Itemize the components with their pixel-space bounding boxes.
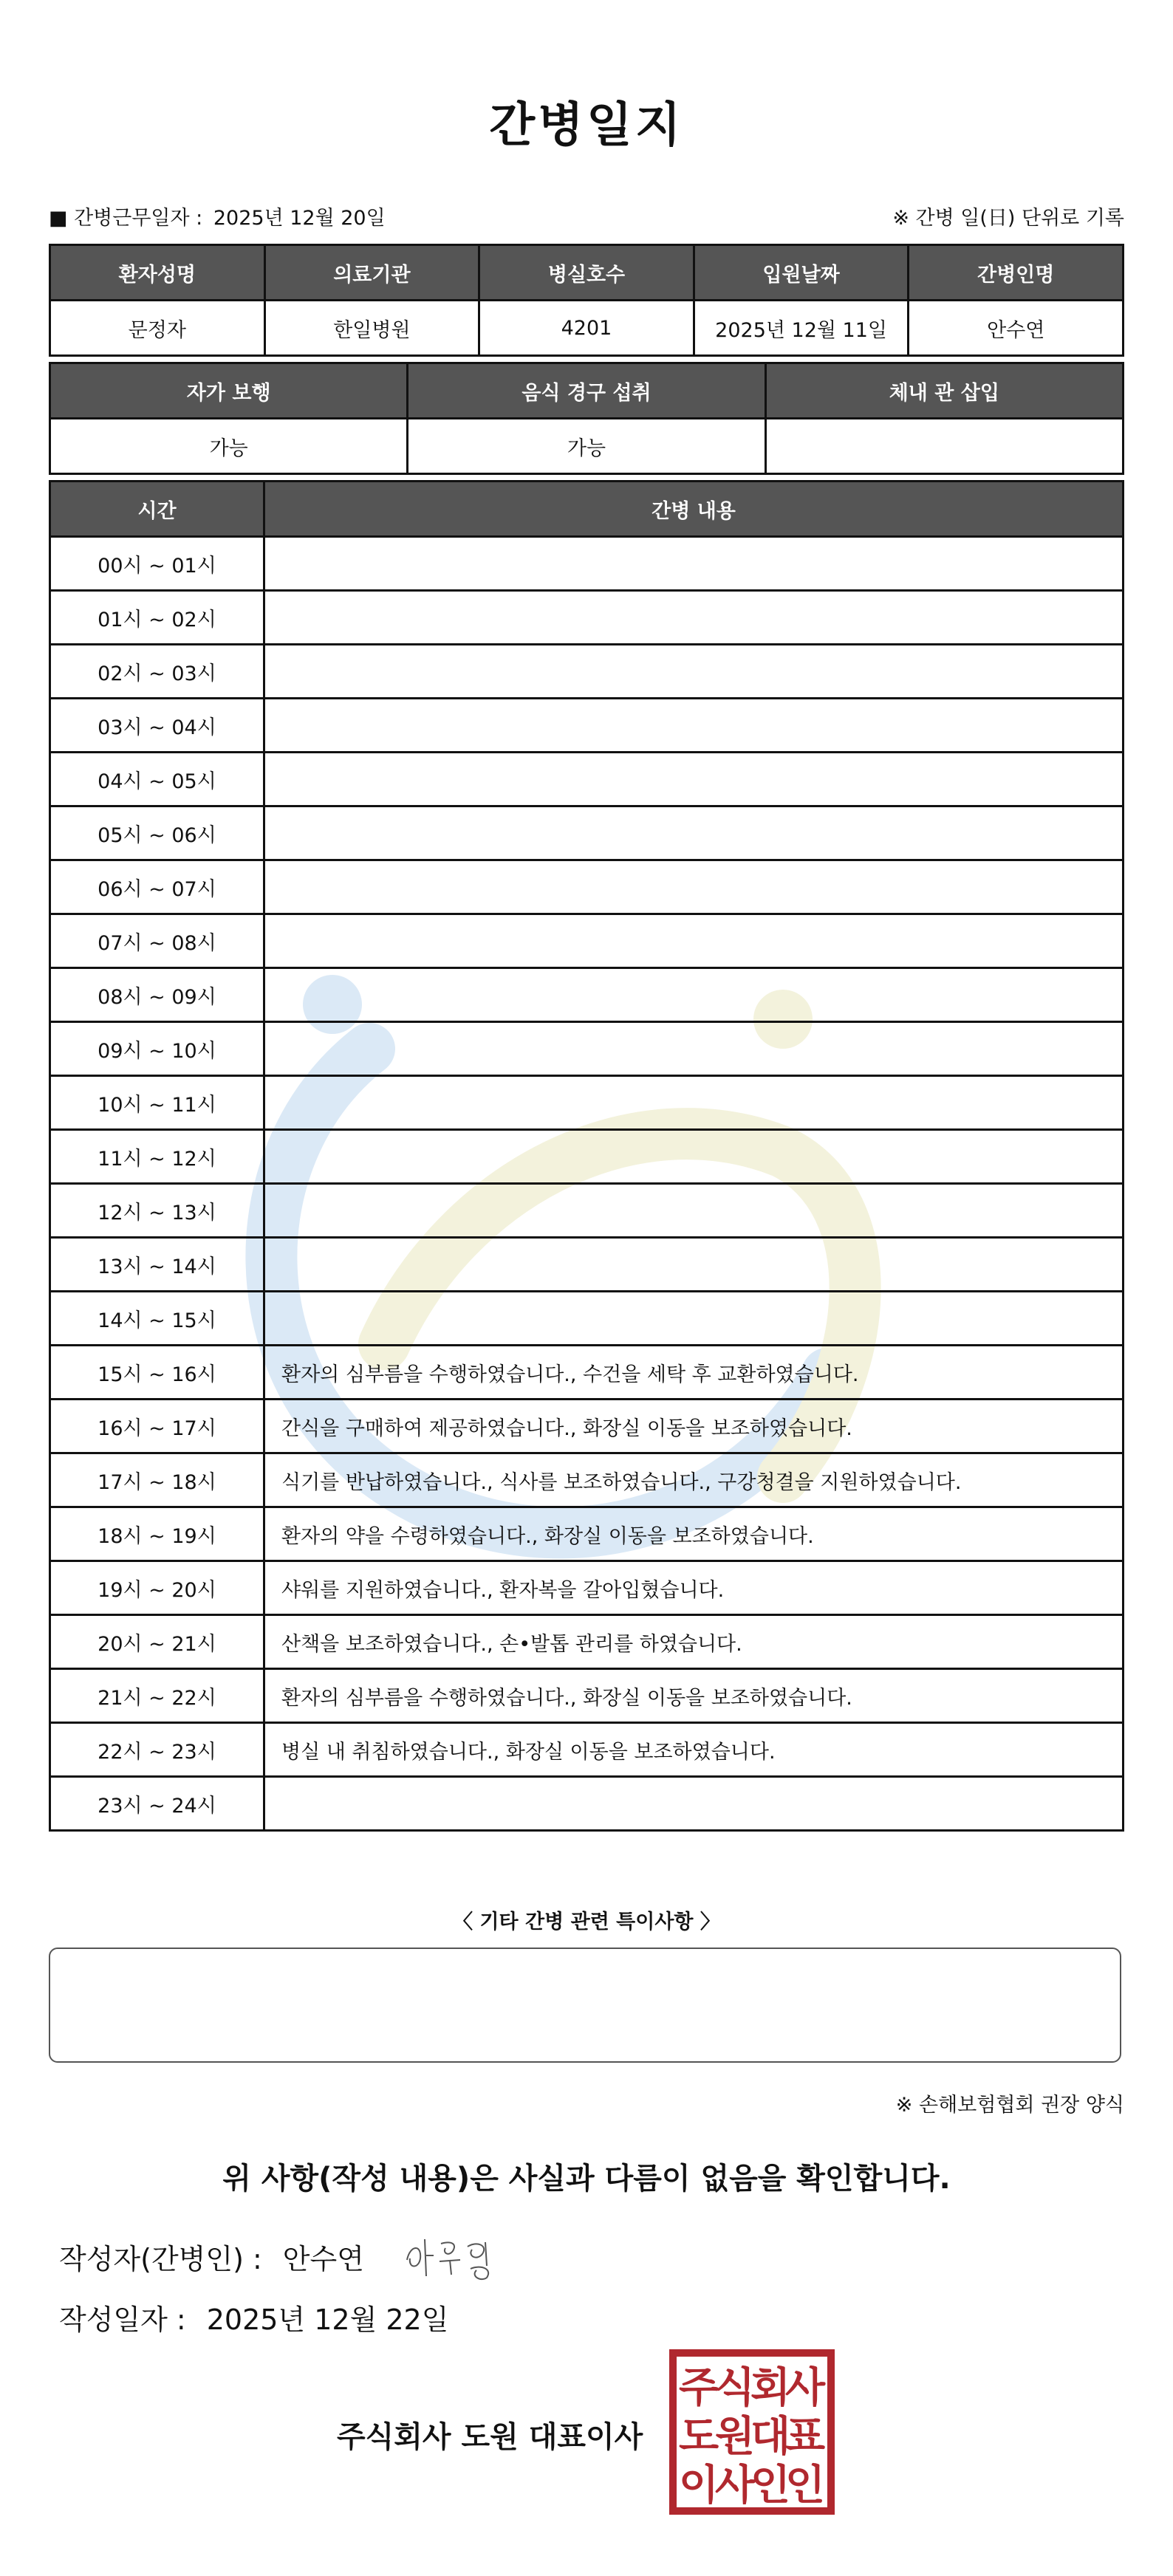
admission-date: 2025년 12월 11일 — [694, 301, 909, 356]
svg-text:사: 사 — [784, 2364, 826, 2412]
svg-text:사: 사 — [714, 2462, 756, 2510]
oral-intake: 가능 — [408, 419, 765, 474]
table-row — [50, 1615, 1124, 1669]
table-row — [50, 1723, 1124, 1777]
content-cell: 식기를 반납하였습니다., 식사를 보조하였습니다., 구강청결을 지원하였습니다. — [264, 1453, 1124, 1507]
svg-text:인: 인 — [784, 2462, 826, 2510]
time-cell: 06시 ~ 07시 — [50, 860, 264, 914]
table-row — [50, 1777, 1124, 1831]
remarks-box — [49, 1948, 1121, 2063]
hospital: 한일병원 — [264, 301, 479, 356]
table-row — [50, 1292, 1124, 1346]
time-cell: 11시 ~ 12시 — [50, 1130, 264, 1184]
content-cell — [264, 1184, 1124, 1238]
time-cell: 14시 ~ 15시 — [50, 1292, 264, 1346]
time-cell: 13시 ~ 14시 — [50, 1238, 264, 1292]
table-row — [50, 1238, 1124, 1292]
content-cell — [264, 753, 1124, 806]
header-admission-date: 입원날짜 — [694, 245, 909, 301]
header-self-walking: 자가 보행 — [50, 363, 408, 419]
content-cell — [264, 1292, 1124, 1346]
header-time: 시간 — [50, 482, 264, 537]
header-room-number: 병실호수 — [479, 245, 694, 301]
written-date-value: 2025년 12월 22일 — [206, 2303, 449, 2336]
page-title: 간병일지 — [489, 98, 684, 153]
header-care-content: 간병 내용 — [264, 482, 1124, 537]
written-date-line — [59, 2297, 448, 2337]
self-walking: 가능 — [50, 419, 408, 474]
content-cell — [264, 914, 1124, 968]
content-cell: 산책을 보조하였습니다., 손•발톱 관리를 하였습니다. — [264, 1615, 1124, 1669]
content-cell — [264, 1076, 1124, 1130]
header-oral-intake: 음식 경구 섭취 — [408, 363, 765, 419]
unit-note: ※ 간병 일(日) 단위로 기록 — [892, 206, 1124, 230]
table-row — [50, 1561, 1124, 1615]
svg-text:회: 회 — [750, 2364, 791, 2412]
content-cell — [264, 1238, 1124, 1292]
time-cell: 23시 ~ 24시 — [50, 1777, 264, 1831]
content-cell — [264, 1777, 1124, 1831]
room-number: 4201 — [479, 301, 694, 356]
table-row — [50, 1453, 1124, 1507]
time-cell: 07시 ~ 08시 — [50, 914, 264, 968]
content-cell — [264, 1130, 1124, 1184]
author-label: 작성자(간병인) : — [59, 2242, 262, 2275]
table-row — [50, 1022, 1124, 1076]
time-cell: 03시 ~ 04시 — [50, 699, 264, 753]
table-row — [50, 645, 1124, 699]
table-row — [50, 1346, 1124, 1400]
written-date-label: 작성일자 : — [59, 2303, 186, 2336]
time-cell: 20시 ~ 21시 — [50, 1615, 264, 1669]
table-row — [50, 591, 1124, 645]
content-cell — [264, 968, 1124, 1022]
content-cell: 환자의 심부름을 수행하였습니다., 수건을 세탁 후 교환하였습니다. — [264, 1346, 1124, 1400]
time-cell: 17시 ~ 18시 — [50, 1453, 264, 1507]
handwritten-signature — [400, 2230, 510, 2282]
table-row — [50, 753, 1124, 806]
time-cell: 08시 ~ 09시 — [50, 968, 264, 1022]
time-cell: 10시 ~ 11시 — [50, 1076, 264, 1130]
time-cell: 16시 ~ 17시 — [50, 1400, 264, 1453]
content-cell: 간식을 구매하여 제공하였습니다., 화장실 이동을 보조하였습니다. — [264, 1400, 1124, 1453]
work-date-label: ■ 간병근무일자 : — [49, 206, 203, 230]
svg-text:인: 인 — [750, 2462, 791, 2510]
svg-text:식: 식 — [714, 2364, 756, 2412]
patient-name: 문정자 — [50, 301, 265, 356]
time-cell: 02시 ~ 03시 — [50, 645, 264, 699]
svg-text:주: 주 — [678, 2364, 719, 2412]
header-hospital: 의료기관 — [264, 245, 479, 301]
company-seal — [668, 2349, 835, 2515]
confirmation-statement: 위 사항(작성 내용)은 사실과 다름이 없음을 확인합니다. — [222, 2162, 951, 2196]
content-cell: 병실 내 취침하였습니다., 화장실 이동을 보조하였습니다. — [264, 1723, 1124, 1777]
patient-status-table — [49, 362, 1124, 475]
table-row — [50, 860, 1124, 914]
time-cell: 22시 ~ 23시 — [50, 1723, 264, 1777]
header-tube-insertion: 체내 관 삽입 — [765, 363, 1123, 419]
table-row — [50, 537, 1124, 591]
form-note: ※ 손해보험협회 권장 양식 — [895, 2094, 1124, 2117]
caregiver-name: 안수연 — [909, 301, 1124, 356]
header-patient-name: 환자성명 — [50, 245, 265, 301]
table-row — [50, 1669, 1124, 1723]
work-date-value: 2025년 12월 20일 — [213, 206, 386, 230]
content-cell: 환자의 약을 수령하였습니다., 화장실 이동을 보조하였습니다. — [264, 1507, 1124, 1561]
content-cell: 환자의 심부름을 수행하였습니다., 화장실 이동을 보조하였습니다. — [264, 1669, 1124, 1723]
content-cell — [264, 1022, 1124, 1076]
svg-text:표: 표 — [784, 2413, 826, 2461]
care-log-table — [49, 480, 1124, 1832]
content-cell — [264, 806, 1124, 860]
svg-text:대: 대 — [750, 2413, 791, 2461]
time-cell: 09시 ~ 10시 — [50, 1022, 264, 1076]
header-caregiver-name: 간병인명 — [909, 245, 1124, 301]
content-cell — [264, 699, 1124, 753]
table-row — [50, 1400, 1124, 1453]
content-cell — [264, 591, 1124, 645]
time-cell: 12시 ~ 13시 — [50, 1184, 264, 1238]
content-cell — [264, 537, 1124, 591]
content-cell — [264, 645, 1124, 699]
svg-text:원: 원 — [714, 2413, 756, 2461]
author-name: 안수연 — [282, 2242, 364, 2275]
table-row — [50, 1507, 1124, 1561]
time-cell: 21시 ~ 22시 — [50, 1669, 264, 1723]
table-row — [50, 699, 1124, 753]
work-date — [49, 202, 390, 230]
content-cell: 샤워를 지원하였습니다., 환자복을 갈아입혔습니다. — [264, 1561, 1124, 1615]
table-row — [50, 914, 1124, 968]
patient-info-table — [49, 244, 1124, 357]
table-row — [50, 1184, 1124, 1238]
table-row — [50, 1076, 1124, 1130]
remarks-title: 〈 기타 간병 관련 특이사항 〉 — [453, 1911, 720, 1933]
table-row — [50, 968, 1124, 1022]
meta-row — [49, 201, 1124, 230]
content-cell — [264, 860, 1124, 914]
time-cell: 19시 ~ 20시 — [50, 1561, 264, 1615]
svg-text:도: 도 — [678, 2413, 719, 2461]
table-row — [50, 1130, 1124, 1184]
time-cell: 01시 ~ 02시 — [50, 591, 264, 645]
table-row — [50, 806, 1124, 860]
time-cell: 05시 ~ 06시 — [50, 806, 264, 860]
time-cell: 00시 ~ 01시 — [50, 537, 264, 591]
tube-insertion — [765, 419, 1123, 474]
time-cell: 18시 ~ 19시 — [50, 1507, 264, 1561]
author-line — [59, 2230, 510, 2282]
company-representative: 주식회사 도원 대표이사 — [337, 2420, 643, 2454]
time-cell: 04시 ~ 05시 — [50, 753, 264, 806]
time-cell: 15시 ~ 16시 — [50, 1346, 264, 1400]
svg-text:이: 이 — [678, 2462, 719, 2510]
